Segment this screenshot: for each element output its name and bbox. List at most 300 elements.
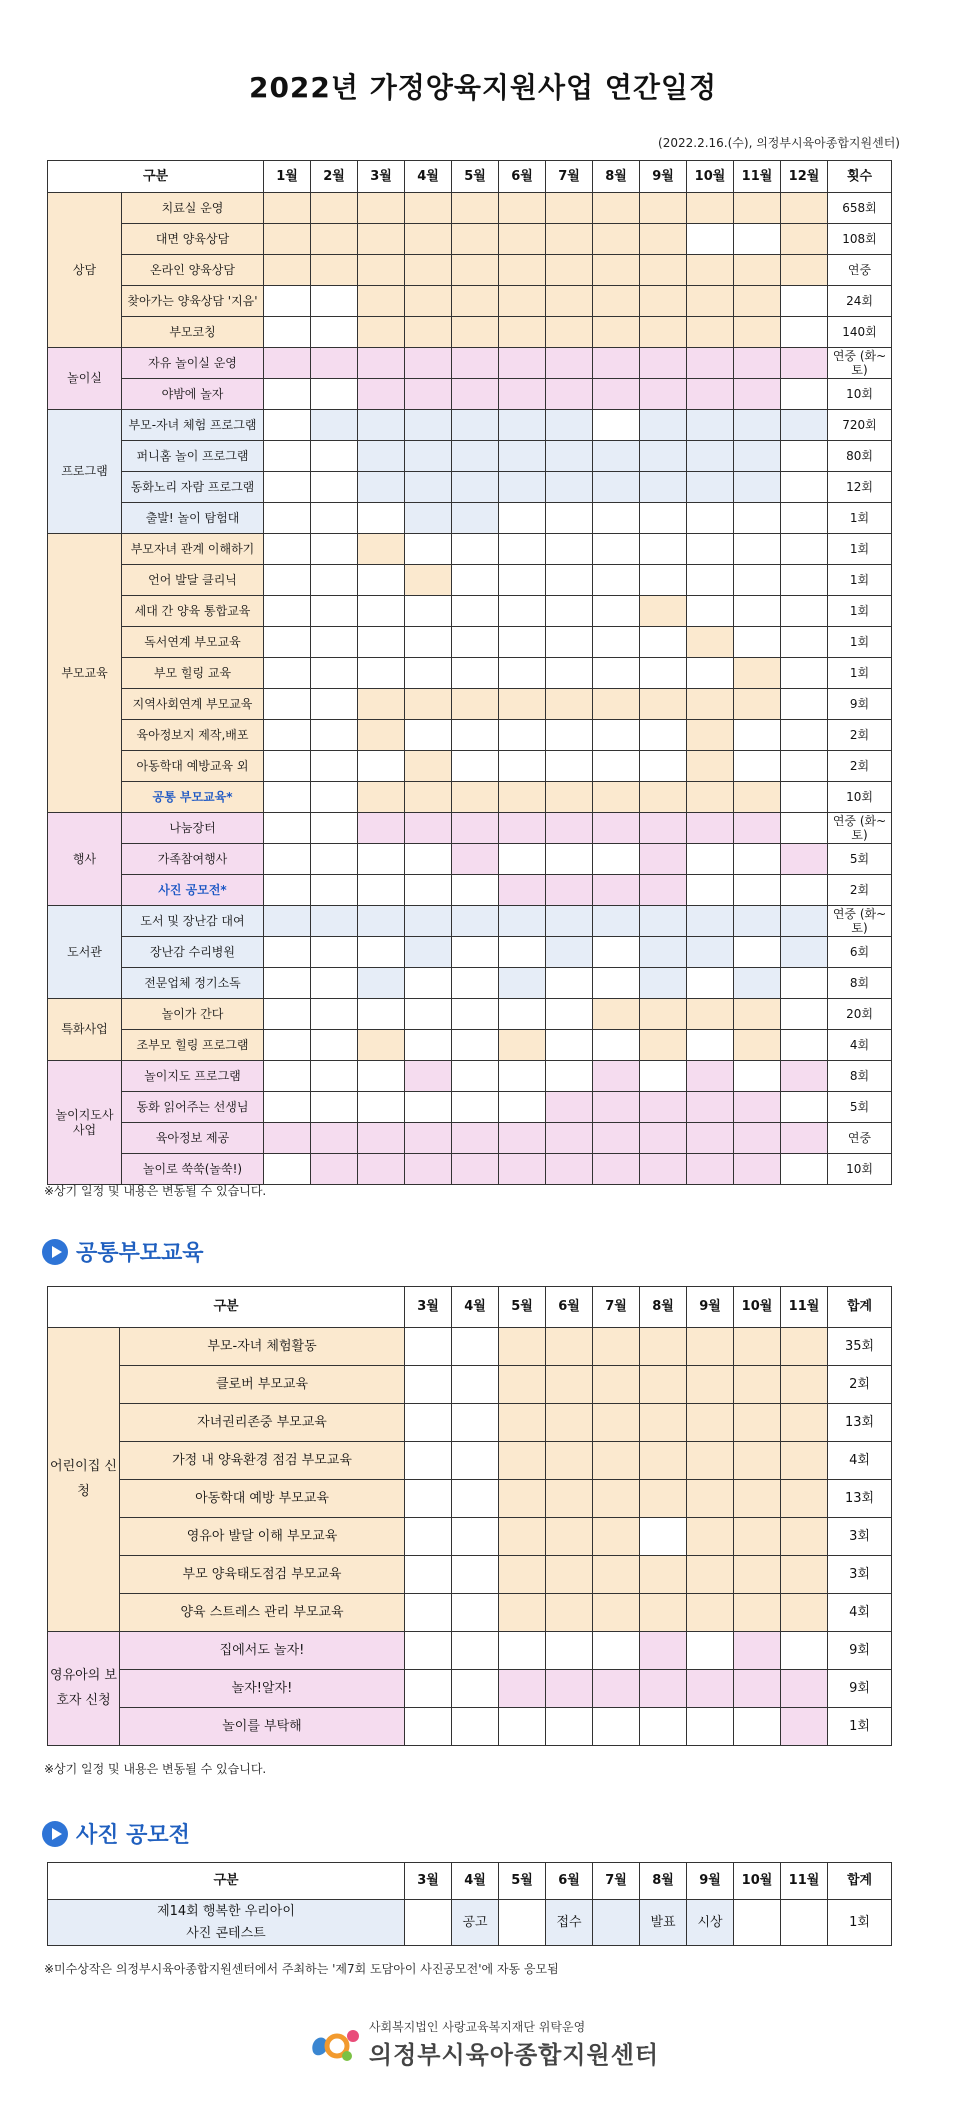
month-cell [452,286,499,317]
month-cell [781,1480,828,1518]
count-cell: 1회 [828,534,892,565]
month-cell [640,751,687,782]
month-cell [593,813,640,844]
month-cell [546,1556,593,1594]
schedule-row [48,1154,892,1185]
item-cell: 가족참여행사 [122,844,264,875]
header-month: 7월 [593,1287,640,1328]
month-cell [593,999,640,1030]
item-cell: 부모-자녀 체험활동 [120,1328,405,1366]
month-cell [264,627,311,658]
month-cell [499,1708,546,1746]
header-month: 9월 [687,1287,734,1328]
month-cell [781,1030,828,1061]
month-cell [264,999,311,1030]
item-cell: 세대 간 양육 통합교육 [122,596,264,627]
month-cell [687,813,734,844]
month-cell [405,1594,452,1632]
month-cell [452,565,499,596]
month-cell [687,1123,734,1154]
month-cell [593,1061,640,1092]
month-cell [452,999,499,1030]
month-cell [593,1632,640,1670]
month-cell [640,720,687,751]
total-cell: 35회 [828,1328,892,1366]
item-cell: 공통 부모교육* [122,782,264,813]
month-cell [781,348,828,379]
month-cell [452,782,499,813]
month-cell [405,1404,452,1442]
month-cell [405,472,452,503]
common-edu-row [48,1708,892,1746]
item-cell: 사진 공모전* [122,875,264,906]
month-cell [405,1030,452,1061]
month-cell [311,503,358,534]
item-cell: 양육 스트레스 관리 부모교육 [120,1594,405,1632]
month-cell [546,627,593,658]
month-cell [781,1556,828,1594]
month-cell [781,1632,828,1670]
count-cell: 108회 [828,224,892,255]
month-cell [405,1480,452,1518]
total-cell: 9회 [828,1670,892,1708]
schedule-row [48,658,892,689]
month-cell [311,813,358,844]
item-cell: 치료실 운영 [122,193,264,224]
month-cell [593,1404,640,1442]
item-cell: 놀이가 간다 [122,999,264,1030]
month-cell [405,1900,452,1946]
month-cell [499,379,546,410]
month-cell [358,193,405,224]
item-cell: 장난감 수리병원 [122,937,264,968]
header-month: 4월 [405,161,452,193]
month-cell [452,348,499,379]
month-cell [781,1670,828,1708]
month-cell [452,1404,499,1442]
month-cell [546,1030,593,1061]
month-cell [546,596,593,627]
month-cell [405,348,452,379]
month-cell [546,224,593,255]
month-cell [358,813,405,844]
month-cell [593,1708,640,1746]
month-cell [358,1092,405,1123]
month-cell [452,844,499,875]
month-cell [734,1030,781,1061]
month-cell [781,1518,828,1556]
month-cell [499,1366,546,1404]
month-cell [546,565,593,596]
month-cell [264,1061,311,1092]
month-cell [546,1366,593,1404]
month-cell [452,1708,499,1746]
month-cell [452,906,499,937]
category-cell: 특화사업 [48,999,122,1061]
month-cell [546,751,593,782]
month-cell [687,1480,734,1518]
item-cell: 찾아가는 양육상담 '지음' [122,286,264,317]
category-cell: 도서관 [48,906,122,999]
month-cell [311,596,358,627]
item-line: 사진 콘테스트 [186,1925,266,1941]
count-cell: 2회 [828,751,892,782]
month-cell [781,937,828,968]
month-cell [687,1366,734,1404]
month-cell [593,720,640,751]
annual-schedule-table [47,160,892,1185]
month-cell [593,1480,640,1518]
schedule-row [48,410,892,441]
month-cell [640,689,687,720]
month-cell [781,255,828,286]
month-cell [687,503,734,534]
month-cell [781,1092,828,1123]
count-cell: 80회 [828,441,892,472]
month-cell [546,1442,593,1480]
month-cell [499,999,546,1030]
category-cell: 어린이집 신청 [48,1328,120,1632]
common-edu-section-title [42,1236,204,1267]
month-cell [546,1154,593,1185]
month-cell [593,968,640,999]
month-cell [452,1030,499,1061]
month-cell [593,1154,640,1185]
month-cell [264,1123,311,1154]
month-cell [640,627,687,658]
schedule-row [48,472,892,503]
total-cell: 4회 [828,1594,892,1632]
month-cell [734,999,781,1030]
month-cell [405,813,452,844]
month-cell [640,1030,687,1061]
header-month: 9월 [687,1863,734,1900]
month-cell [311,751,358,782]
item-cell [48,1900,405,1946]
month-cell [593,658,640,689]
month-cell [405,782,452,813]
month-cell [311,534,358,565]
month-cell [499,1328,546,1366]
header-month: 5월 [499,1863,546,1900]
month-cell [593,534,640,565]
item-cell: 동화노리 자람 프로그램 [122,472,264,503]
month-cell [264,317,311,348]
count-cell: 20회 [828,999,892,1030]
category-cell: 놀이실 [48,348,122,410]
schedule-row [48,1123,892,1154]
header-total: 합계 [828,1287,892,1328]
month-cell [640,410,687,441]
schedule-row [48,1061,892,1092]
month-cell [546,782,593,813]
month-cell [593,1900,640,1946]
month-cell [405,658,452,689]
schedule-row [48,720,892,751]
count-cell: 연중 (화~토) [828,813,892,844]
month-cell [499,1670,546,1708]
month-cell [687,255,734,286]
month-cell [687,968,734,999]
month-cell [687,1061,734,1092]
month-cell [311,1061,358,1092]
category-cell: 행사 [48,813,122,906]
month-cell [687,1404,734,1442]
header-month: 6월 [499,161,546,193]
month-cell [264,1092,311,1123]
month-cell [781,968,828,999]
month-cell [499,1900,546,1946]
header-month: 11월 [734,161,781,193]
month-cell [264,503,311,534]
count-cell: 연중 (화~토) [828,348,892,379]
month-cell [358,1154,405,1185]
month-cell [687,1030,734,1061]
item-cell: 부모 힐링 교육 [122,658,264,689]
month-cell [640,193,687,224]
month-cell [405,379,452,410]
month-cell [499,1480,546,1518]
month-cell [687,596,734,627]
month-cell [546,472,593,503]
month-cell [593,689,640,720]
count-cell: 24회 [828,286,892,317]
month-cell [734,720,781,751]
count-cell: 연중 (화~토) [828,906,892,937]
count-cell: 9회 [828,689,892,720]
month-cell [781,689,828,720]
month-cell [546,875,593,906]
month-cell [499,627,546,658]
month-cell [593,193,640,224]
month-cell [781,751,828,782]
month-cell [546,1328,593,1366]
schedule-row [48,255,892,286]
month-cell [734,348,781,379]
month-cell [405,1442,452,1480]
month-cell [546,534,593,565]
month-cell [546,968,593,999]
month-cell [593,224,640,255]
month-cell [546,286,593,317]
count-cell: 140회 [828,317,892,348]
item-cell: 온라인 양육상담 [122,255,264,286]
total-cell: 3회 [828,1518,892,1556]
month-cell [640,1480,687,1518]
count-cell: 1회 [828,596,892,627]
header-month: 8월 [640,1287,687,1328]
month-cell [734,875,781,906]
month-cell [640,1328,687,1366]
month-cell [734,1900,781,1946]
schedule-header-row [48,161,892,193]
month-cell [499,875,546,906]
month-cell [640,1670,687,1708]
month-cell [781,720,828,751]
schedule-row [48,782,892,813]
month-cell [358,348,405,379]
month-cell [593,627,640,658]
month-cell [311,1154,358,1185]
month-cell [781,534,828,565]
common-edu-row [48,1366,892,1404]
month-cell [640,565,687,596]
month-cell [499,782,546,813]
month-cell [781,627,828,658]
header-total: 합계 [828,1863,892,1900]
month-cell [358,379,405,410]
header-month: 2월 [311,161,358,193]
month-cell [264,751,311,782]
month-cell [593,1092,640,1123]
schedule-row [48,627,892,658]
month-cell [358,720,405,751]
month-cell [546,503,593,534]
item-cell: 나눔장터 [122,813,264,844]
month-cell [499,410,546,441]
month-cell [781,1404,828,1442]
count-cell: 1회 [828,503,892,534]
month-cell [593,255,640,286]
month-cell [264,441,311,472]
month-cell [264,596,311,627]
schedule-row [48,379,892,410]
month-cell: 발표 [640,1900,687,1946]
month-cell [405,596,452,627]
month-cell [781,565,828,596]
count-cell: 10회 [828,379,892,410]
month-cell [687,782,734,813]
month-cell [734,1556,781,1594]
item-cell: 자유 놀이실 운영 [122,348,264,379]
month-cell [311,441,358,472]
common-edu-row [48,1442,892,1480]
schedule-row [48,565,892,596]
total-cell: 1회 [828,1900,892,1946]
month-cell [687,875,734,906]
month-cell [452,224,499,255]
month-cell [311,627,358,658]
month-cell [687,627,734,658]
month-cell [358,627,405,658]
month-cell [781,658,828,689]
month-cell [452,1632,499,1670]
month-cell [640,1404,687,1442]
month-cell [264,968,311,999]
schedule-row [48,875,892,906]
month-cell [593,937,640,968]
month-cell [734,813,781,844]
month-cell [264,782,311,813]
category-cell: 프로그램 [48,410,122,534]
header-category: 구분 [48,1863,405,1900]
month-cell [499,472,546,503]
count-cell: 5회 [828,1092,892,1123]
month-cell [358,410,405,441]
month-cell [640,1708,687,1746]
month-cell [264,286,311,317]
month-cell [734,534,781,565]
schedule-row [48,534,892,565]
header-month: 7월 [593,1863,640,1900]
month-cell [734,1518,781,1556]
month-cell [405,1366,452,1404]
month-cell [452,1594,499,1632]
photo-contest-header-row [48,1863,892,1900]
month-cell [640,348,687,379]
total-cell: 2회 [828,1366,892,1404]
month-cell [358,689,405,720]
month-cell [358,224,405,255]
month-cell [546,999,593,1030]
month-cell [734,255,781,286]
month-cell [311,1092,358,1123]
month-cell [358,472,405,503]
month-cell [405,441,452,472]
count-cell: 1회 [828,658,892,689]
common-edu-note: ※상기 일정 및 내용은 변동될 수 있습니다. [44,1762,267,1776]
month-cell [264,565,311,596]
month-cell [734,1061,781,1092]
month-cell [687,906,734,937]
month-cell [593,782,640,813]
month-cell [452,255,499,286]
schedule-row [48,844,892,875]
month-cell [781,1708,828,1746]
month-cell [405,286,452,317]
schedule-row [48,689,892,720]
month-cell [640,813,687,844]
month-cell [687,1594,734,1632]
header-month: 9월 [640,161,687,193]
month-cell [546,720,593,751]
month-cell [405,999,452,1030]
month-cell [593,317,640,348]
item-cell: 가정 내 양육환경 점검 부모교육 [120,1442,405,1480]
header-month: 8월 [640,1863,687,1900]
month-cell [781,813,828,844]
month-cell [781,286,828,317]
photo-contest-note: ※미수상작은 의정부시육아종합지원센터에서 주최하는 '제7회 도담아이 사진공모전'에 자동 응모됨 [44,1962,559,1976]
month-cell [640,937,687,968]
month-cell [593,875,640,906]
month-cell [264,689,311,720]
month-cell [546,658,593,689]
header-month: 10월 [734,1287,781,1328]
header-month: 5월 [499,1287,546,1328]
total-cell: 13회 [828,1404,892,1442]
count-cell: 연중 [828,255,892,286]
month-cell [640,1632,687,1670]
schedule-row [48,193,892,224]
month-cell [499,906,546,937]
month-cell [499,348,546,379]
month-cell [593,1030,640,1061]
month-cell [593,844,640,875]
month-cell [593,906,640,937]
month-cell [546,1123,593,1154]
month-cell [311,410,358,441]
month-cell [546,813,593,844]
header-count: 횟수 [828,161,892,193]
month-cell [405,937,452,968]
category-cell: 상담 [48,193,122,348]
item-cell: 놀이를 부탁해 [120,1708,405,1746]
item-cell: 놀이지도 프로그램 [122,1061,264,1092]
month-cell [781,596,828,627]
month-cell [358,937,405,968]
common-edu-row [48,1328,892,1366]
